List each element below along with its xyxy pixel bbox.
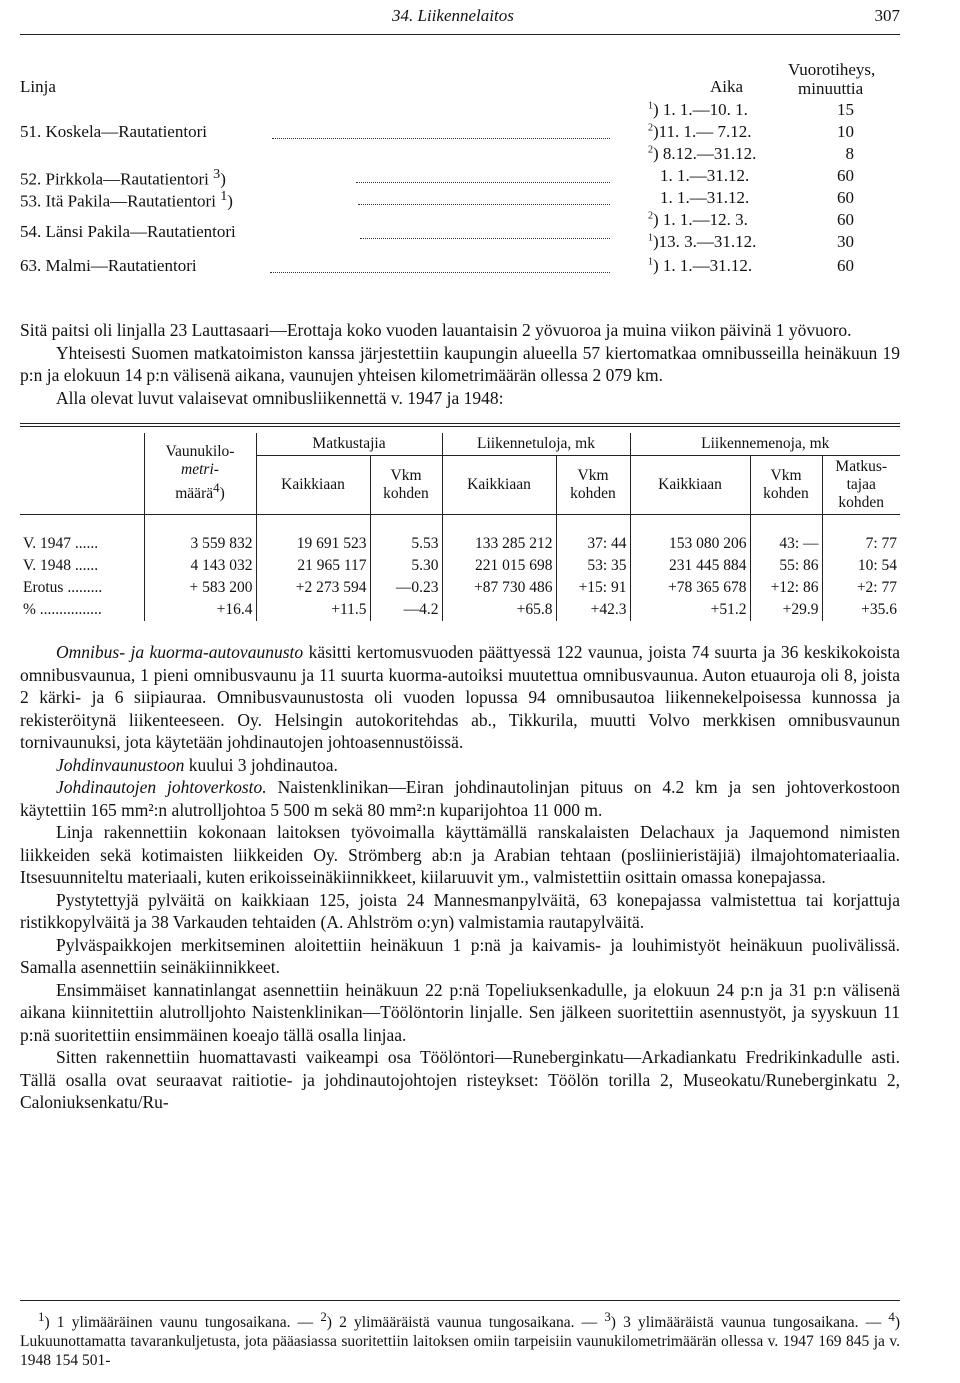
paragraph: Alla olevat luvut valaisevat omnibusliikennettä v. 1947 ja 1948:	[56, 387, 504, 408]
paragraph: Yhteisesti Suomen matkatoimiston kanssa järjestettiin kaupungin alueella 57 kiertomatkaa omnibusseilla heinäkuun 19 p:n ja elokuun 14 p:n välisenä aikana, vaunujen yhteisen kilometrimäärän ollessa 2 079 km.	[20, 342, 900, 385]
expenses-total-cell: 231 445 884	[630, 555, 750, 577]
vehicle-km-header: Vaunukilo- metri- määrä$^4$)	[144, 433, 256, 515]
statistics-table	[20, 433, 900, 621]
passengers-per-vkm-cell: 5.53	[370, 533, 442, 555]
table-row	[20, 577, 900, 599]
route-frequency: 60	[837, 256, 854, 275]
route-row	[20, 188, 900, 210]
route-period: $^2$) 8.12.—31.12.	[648, 144, 757, 163]
route-row	[20, 166, 900, 188]
route-period: 1. 1.—31.12.	[660, 188, 750, 207]
row-label: V. 1948 ......	[23, 557, 99, 574]
col-frequency-header-1: Vuorotiheys,	[788, 60, 876, 79]
expenses-per-vkm-header: Vkm kohden	[750, 456, 822, 515]
route-period: 1. 1.—31.12.	[660, 166, 750, 185]
route-name: 52. Pirkkola—Rautatientori $^3$)	[20, 166, 226, 189]
passengers-per-vkm-cell: —4.2	[370, 599, 442, 621]
passengers-total-cell: +11.5	[256, 599, 370, 621]
leader-dots	[272, 138, 610, 139]
paragraph: Pylväspaikkojen merkitseminen aloitettiin heinäkuun 1 p:nä ja kaivamis- ja louhimistyöt heinäkuun puolivälissä. Samalla asennettiin seinäkiinnikkeet.	[20, 934, 900, 977]
paragraph: Johdinautojen johtoverkosto. Naistenklinikan—Eiran johdinautolinjan pituus on 4.2 km ja sen johtoverkostoon käytettiin 165 mm²:n alutrolljohtoa 5 500 m sekä 80 mm²:n kuparijohtoa 11 000 m.	[20, 777, 900, 820]
expenses-per-passenger-cell: +2: 77	[822, 577, 900, 599]
passengers-per-vkm-cell: —0.23	[370, 577, 442, 599]
expenses-per-passenger-cell: 10: 54	[822, 555, 900, 577]
expenses-per-vkm-cell: +12: 86	[750, 577, 822, 599]
passengers-group-header: Matkustajia	[256, 433, 442, 456]
passengers-per-vkm-cell: 5.30	[370, 555, 442, 577]
route-frequency: 15	[837, 100, 854, 119]
expenses-total-header: Kaikkiaan	[630, 456, 750, 515]
leader-dots	[270, 272, 610, 273]
leader-dots	[360, 238, 610, 239]
paragraph: Omnibus- ja kuorma-autovaunusto käsitti kertomusvuoden päättyessä 122 vaunua, joista 74 suurta ja 36 keskikokoista omnibusvaunua, 1 pieni omnibusvaunu ja 11 suurta kuorma-autoiksi muutettua omnibusvaunua. Auton etuauroja oli 8, joista 2 kärki- ja 6 siipiauraa. Omnibusvaunustosta oli vuoden lopussa 94 omnibusautoa liikennekelpoisessa kunnossa ja rekisteröitynä liikenteeseen. Oy. Helsingin autokoritehdas ab., Tikkurila, muutti Volvo merkkisen omnibusvaunun tornivaunuksi, jota käytetään johdinautojen johtoasennustöissä.	[20, 642, 900, 752]
row-label: % ................	[23, 601, 102, 618]
row-label: Erotus .........	[23, 579, 103, 596]
passengers-total-cell: 19 691 523	[256, 533, 370, 555]
vkm-cell: 3 559 832	[144, 533, 256, 555]
route-row	[20, 210, 900, 254]
running-header	[20, 0, 900, 35]
revenue-total-cell: 133 285 212	[442, 533, 556, 555]
table-top-rule	[20, 426, 900, 427]
expenses-group-header: Liikennemenoja, mk	[630, 433, 900, 456]
route-frequency: 30	[837, 232, 854, 251]
row-label: V. 1947 ......	[23, 535, 99, 552]
passengers-total-cell: 21 965 117	[256, 555, 370, 577]
route-row	[20, 99, 900, 165]
section-title: 34. Liikennelaitos	[392, 6, 514, 25]
expenses-per-passenger-header: Matkus- tajaa kohden	[822, 456, 900, 515]
route-row	[20, 256, 900, 278]
vkm-cell: 4 143 032	[144, 555, 256, 577]
paragraph: Pystytettyjä pylväitä on kaikkiaan 125, joista 24 Mannesmanpylväitä, 63 konepajassa valmistettua tai korjattuja ristikkopylväitä ja 38 Varkauden tehtaiden (A. Ahlström o:yn) valmistamia rautapylväitä.	[20, 889, 900, 932]
revenue-total-cell: +65.8	[442, 599, 556, 621]
route-name: 54. Länsi Pakila—Rautatientori	[20, 222, 236, 241]
revenue-per-vkm-cell: 53: 35	[556, 555, 630, 577]
table-row	[20, 599, 900, 621]
statistics-table-block	[20, 423, 900, 641]
route-period: $^2$)11. 1.— 7.12.	[648, 122, 752, 141]
route-schedule	[20, 35, 900, 285]
paragraph: Ensimmäiset kannatinlangat asennettiin heinäkuun 22 p:nä Topeliuksenkadulle, ja elokuun 24 p:n ja 31 p:n välisenä aikana kiinnitettiin alutrolljohto Naistenklinikan—Töölöntorin linjalle. Sen jälkeen suoritettiin asennustyöt, ja syyskuun 11 p:nä suoritettiin ensimmäinen koeajo tällä osalla linjaa.	[20, 979, 900, 1045]
route-period: $^1$) 1. 1.—31.12.	[648, 256, 753, 275]
expenses-per-vkm-cell: 55: 86	[750, 555, 822, 577]
col-line-header: Linja	[20, 77, 56, 96]
revenue-total-cell: 221 015 698	[442, 555, 556, 577]
route-frequency: 60	[837, 166, 854, 185]
route-name: 51. Koskela—Rautatientori	[20, 122, 207, 141]
expenses-per-passenger-cell: +35.6	[822, 599, 900, 621]
vkm-cell: + 583 200	[144, 577, 256, 599]
expenses-per-vkm-cell: +29.9	[750, 599, 822, 621]
paragraph: Linja rakennettiin kokonaan laitoksen työvoimalla käyttämällä ranskalaisten Delachaux ja Jaquemond nimisten liikkeiden sekä kotimaisten liikkeiden Oy. Strömberg ab:n ja Arabian tehtaan (posliinieristäjiä) ilmajohtomateriaalia. Itsesuunniteltu materiaali, kuten erikoisseinäkiinnikkeet, kiilaruuvit ym., valmistettiin osittain omassa konepajassa.	[20, 822, 900, 887]
route-frequency: 60	[837, 210, 854, 229]
revenue-per-vkm-cell: +15: 91	[556, 577, 630, 599]
vkm-cell: +16.4	[144, 599, 256, 621]
table-top-rule	[20, 423, 900, 424]
passengers-total-cell: +2 273 594	[256, 577, 370, 599]
expenses-per-passenger-cell: 7: 77	[822, 533, 900, 555]
page-number: 307	[874, 6, 900, 25]
expenses-total-cell: 153 080 206	[630, 533, 750, 555]
paragraph: Sitä paitsi oli linjalla 23 Lauttasaari—Erottaja koko vuoden lauantaisin 2 yövuoroa ja muina viikon päivinä 1 yövuoro.	[20, 320, 852, 340]
route-name: 63. Malmi—Rautatientori	[20, 256, 197, 275]
footnote-text: $^1$) 1 ylimääräinen vaunu tungosaikana. — $^2$) 2 ylimääräistä vaunua tungosaikana. — $^3$) 3 ylimääräistä vaunua tungosaikana. — $^4$) Lukuunottamatta tavarankuljetusta, jota pääasiassa suoritettiin laitoksen omiin tarpeisiin vaunukilometrimäärän ollessa v. 1947 169 845 ja v. 1948 154 501-	[20, 1309, 900, 1370]
table-row	[20, 555, 900, 577]
intro-text	[20, 319, 900, 409]
leader-dots	[356, 182, 610, 183]
body-text	[20, 641, 900, 1114]
expenses-total-cell: +78 365 678	[630, 577, 750, 599]
route-name: 53. Itä Pakila—Rautatientori $^1$)	[20, 188, 233, 211]
row-label-header	[20, 433, 144, 515]
route-period: $^1$)13. 3.—31.12.	[648, 232, 757, 251]
revenue-total-header: Kaikkiaan	[442, 456, 556, 515]
table-row	[20, 533, 900, 555]
paragraph: Sitten rakennettiin huomattavasti vaikeampi osa Töölöntori—Runeberginkatu—Arkadiankatu Fredrikinkadulle asti. Tällä osalla ovat seuraavat raitiotie- ja johdinautojohtojen risteykset: Töölön torilla 2, Museokatu/Runeberginkatu 2, Caloniuksenkatu/Ru-	[20, 1047, 900, 1112]
expenses-total-cell: +51.2	[630, 599, 750, 621]
route-period: $^1$) 1. 1.—10. 1.	[648, 100, 748, 119]
passengers-per-vkm-header: Vkm kohden	[370, 456, 442, 515]
footnotes	[20, 1300, 900, 1370]
expenses-per-vkm-cell: 43: —	[750, 533, 822, 555]
route-frequency: 10	[837, 122, 854, 141]
route-frequency: 60	[837, 188, 854, 207]
revenue-total-cell: +87 730 486	[442, 577, 556, 599]
col-frequency-header-2: minuuttia	[798, 79, 864, 98]
revenue-per-vkm-header: Vkm kohden	[556, 456, 630, 515]
leader-dots	[358, 204, 610, 205]
revenue-group-header: Liikennetuloja, mk	[442, 433, 630, 456]
passengers-total-header: Kaikkiaan	[256, 456, 370, 515]
col-time-header: Aika	[710, 77, 744, 96]
revenue-per-vkm-cell: 37: 44	[556, 533, 630, 555]
route-period: $^2$) 1. 1.—12. 3.	[648, 210, 748, 229]
route-frequency: 8	[845, 144, 854, 163]
paragraph: Johdinvaunustoon kuului 3 johdinautoa.	[56, 754, 338, 775]
document-page	[20, 0, 900, 1114]
revenue-per-vkm-cell: +42.3	[556, 599, 630, 621]
